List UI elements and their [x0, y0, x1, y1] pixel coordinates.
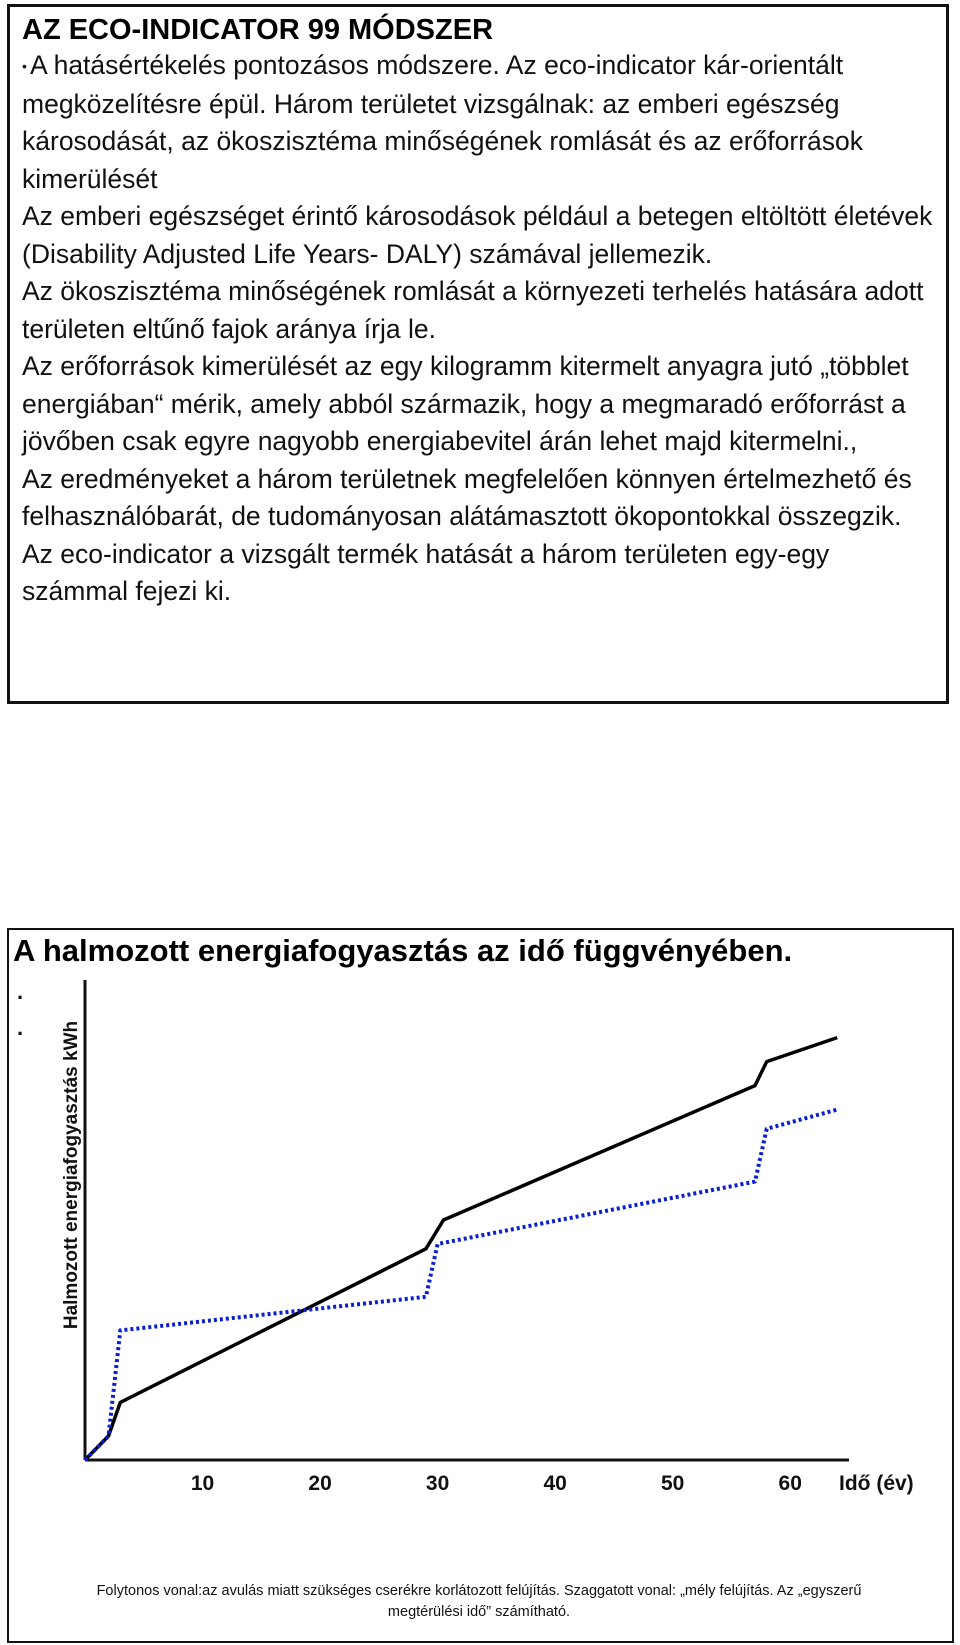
caption-line-1: Folytonos vonal:az avulás miatt szükséges cserékre korlátozott felújítás. Szaggatott vonal: „mély felújítás. Az „egyszerű — [96, 1583, 862, 1599]
x-axis-label: Idő (év) — [839, 1472, 914, 1495]
text-block — [7, 4, 949, 704]
y-axis-label: Halmozott energiafogyasztás kWh — [61, 1020, 82, 1330]
chart-svg — [9, 930, 954, 1643]
caption-line-2: megtérülési idő” számítható. — [387, 1604, 571, 1620]
paragraph-4: Az erőforrások kimerülését az egy kilogramm kitermelt anyagra jutó „többlet energiában“ mérik, amely abból származik, hogy a megmaradó erőforrást a jövőben csak egyre nagyobb energiabevitel árán lehet majd kitermelni., — [22, 351, 909, 457]
dot-marks: . . — [17, 979, 24, 1040]
series-line-dotted — [85, 1110, 837, 1460]
paragraph-3: Az ökoszisztéma minőségének romlását a környezeti terhelés hatására adott területen eltűnő fajok aránya írja le. — [22, 276, 924, 344]
chart-title: A halmozott energiafogyasztás az idő függvényében. — [13, 933, 793, 968]
energy-chart-figure — [7, 928, 954, 1643]
x-tick-label: 50 — [661, 1472, 685, 1495]
x-tick-label: 20 — [308, 1472, 332, 1495]
x-tick-label: 40 — [543, 1472, 567, 1495]
series-line-solid — [85, 1038, 837, 1460]
paragraph-2: Az emberi egészséget érintő károsodások például a betegen eltöltött életévek (Disability Adjusted Life Years- DALY) számával jellemezik. — [22, 201, 933, 269]
heading: AZ ECO-INDICATOR 99 MÓDSZER — [22, 14, 494, 46]
paragraph-intro — [22, 47, 936, 198]
paragraph-1: A hatásértékelés pontozásos módszere. Az eco-indicator kár-orientált megközelítésre épül. Három területet vizsgálnak: az emberi egészség károsodását, az ökoszisztéma minőségének romlását és az erőforrások kimerülését — [22, 50, 864, 194]
paragraph-5: Az eredményeket a három területnek megfelelően könnyen értelmezhető és felhasználóbarát, de tudományosan alátámasztott ökopontokkal összegzik. Az eco-indicator a vizsgált termék hatását a három területen egy-egy számmal fejezi ki. — [22, 463, 912, 607]
x-tick-label: 60 — [778, 1472, 802, 1495]
x-tick-label: 10 — [190, 1472, 215, 1495]
x-tick-label: 30 — [425, 1472, 450, 1495]
bullet-icon: • — [22, 58, 27, 75]
